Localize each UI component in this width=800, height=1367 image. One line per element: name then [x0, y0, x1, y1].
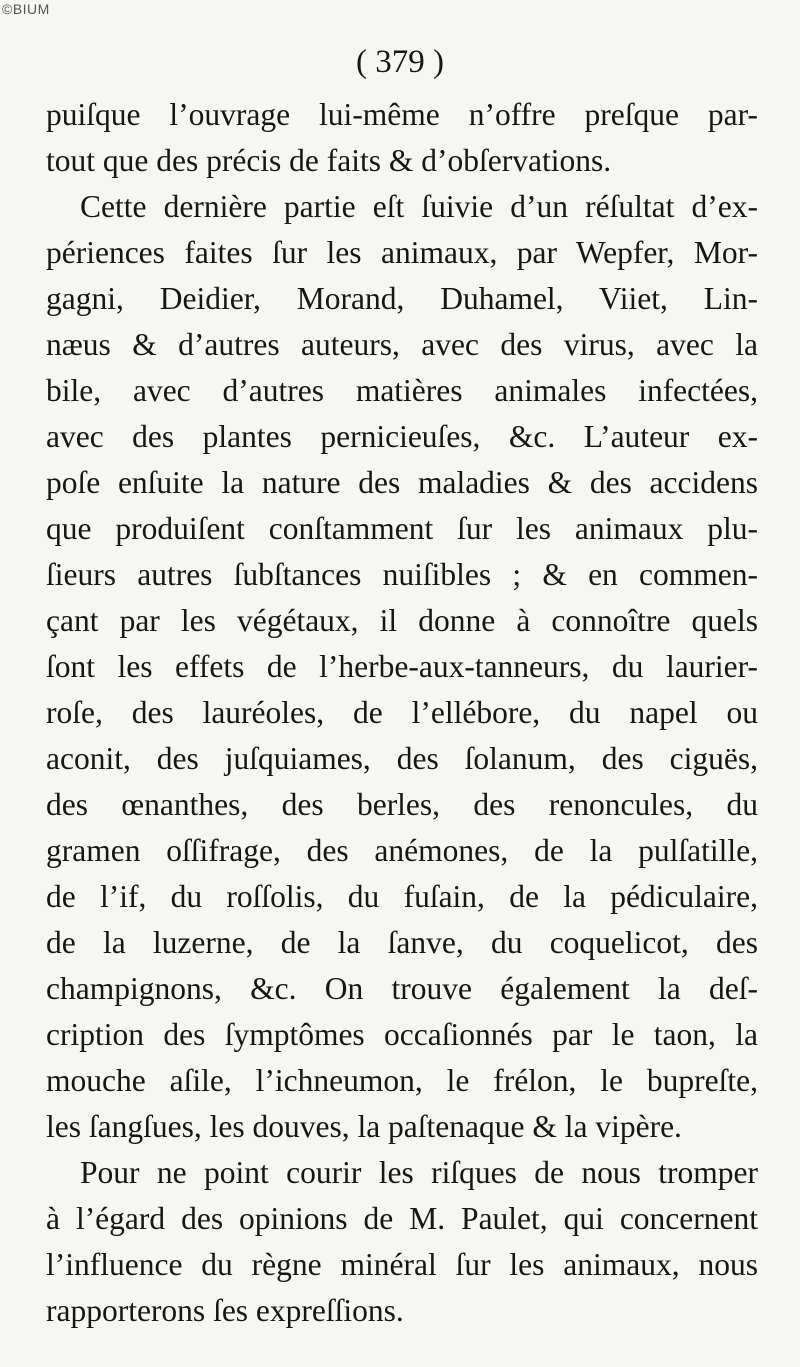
text-line: périences faites ſur les animaux, par Wepfer, Mor-: [46, 235, 758, 270]
text-line: des œnanthes, des berles, des renoncules, du: [46, 787, 758, 822]
text-line: les ſangſues, les douves, la paſtenaque & la vipère.: [46, 1109, 682, 1144]
text-line: puiſque l’ouvrage lui-même n’offre preſque par-: [46, 97, 758, 132]
text-line: gramen oſſifrage, des anémones, de la pulſatille,: [46, 833, 758, 868]
page-number: ( 379 ): [356, 44, 444, 80]
text-line: poſe enſuite la nature des maladies & des accidens: [46, 465, 758, 500]
text-line: roſe, des lauréoles, de l’ellébore, du napel ou: [46, 695, 758, 730]
watermark: ©BIUM: [2, 1, 50, 17]
text-line: champignons, &c. On trouve également la deſ-: [46, 971, 758, 1006]
text-line: l’influence du règne minéral ſur les animaux, nous: [46, 1247, 758, 1282]
text-line: ſieurs autres ſubſtances nuiſibles ; & en commen-: [46, 557, 758, 592]
body-text: [46, 92, 758, 1334]
text-line: rapporterons ſes expreſſions.: [46, 1293, 404, 1328]
text-line: gagni, Deidier, Morand, Duhamel, Viiet, Lin-: [46, 281, 758, 316]
text-line: aconit, des juſquiames, des ſolanum, des ciguës,: [46, 741, 758, 776]
text-line: bile, avec d’autres matières animales infectées,: [46, 373, 758, 408]
text-line: que produiſent conſtamment ſur les animaux plu-: [46, 511, 758, 546]
text-line: çant par les végétaux, il donne à connoître quels: [46, 603, 758, 638]
text-line: tout que des précis de faits & d’obſervations.: [46, 143, 612, 178]
text-line: à l’égard des opinions de M. Paulet, qui concernent: [46, 1201, 758, 1236]
text-line: de la luzerne, de la ſanve, du coquelicot, des: [46, 925, 758, 960]
text-line: Cette dernière partie eſt ſuivie d’un réſultat d’ex-: [80, 189, 758, 224]
text-line: næus & d’autres auteurs, avec des virus, avec la: [46, 327, 758, 362]
text-line: avec des plantes pernicieuſes, &c. L’auteur ex-: [46, 419, 758, 454]
text-line: de l’if, du roſſolis, du fuſain, de la pédiculaire,: [46, 879, 758, 914]
text-line: mouche aſile, l’ichneumon, le frélon, le bupreſte,: [46, 1063, 758, 1098]
text-line: cription des ſymptômes occaſionnés par le taon, la: [46, 1017, 758, 1052]
text-line: Pour ne point courir les riſques de nous tromper: [80, 1155, 758, 1190]
text-line: ſont les effets de l’herbe-aux-tanneurs, du laurier-: [46, 649, 758, 684]
